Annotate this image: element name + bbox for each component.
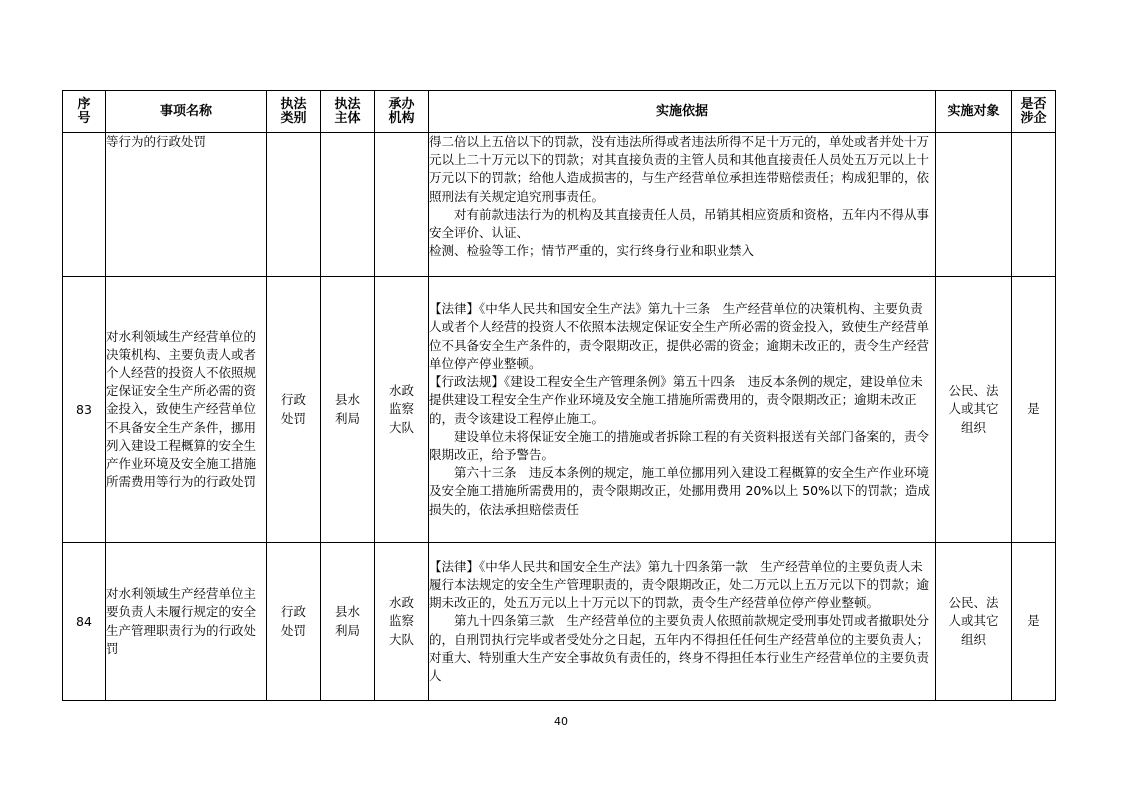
header-target: 实施对象: [936, 91, 1012, 133]
header-agency: 承办机构: [375, 91, 429, 133]
basis-cell: [429, 277, 936, 543]
table-row: [63, 133, 1056, 277]
basis-paragraph: 得二倍以上五倍以下的罚款，没有违法所得或者违法所得不足十万元的，单处或者并处十万元以上二十万元以下的罚款；对其直接负责的主管人员和其他直接责任人员处五万元以上十万元以下的罚款；给他人造成损害的，与生产经营单位承担连带赔偿责任；构成犯罪的，依照刑法有关规定追究刑事责任。: [429, 134, 930, 204]
header-enterprise: 是否涉企: [1012, 91, 1056, 133]
category-cell: [267, 133, 321, 277]
enterprise-cell: 是: [1012, 277, 1056, 543]
header-basis: 实施依据: [429, 91, 936, 133]
target-cell: [936, 133, 1012, 277]
seq-cell: 84: [63, 543, 106, 701]
item-name-cell: 对水利领域生产经营单位的决策机构、主要负责人或者个人经营的投资人不依照规定保证安全生产所必需的资金投入，致使生产经营单位不具备安全生产条件，挪用列入建设工程概算的安全生产作业环境及安全施工措施所需费用等行为的行政处罚: [106, 277, 267, 543]
basis-paragraph: 检测、检验等工作；情节严重的，实行终身行业和职业禁入: [429, 243, 755, 259]
target-cell: 公民、法人或其它组织: [936, 543, 1012, 701]
target-cell: 公民、法人或其它组织: [936, 277, 1012, 543]
basis-cell: [429, 133, 936, 277]
subject-cell: [321, 133, 375, 277]
subject-cell: 县水利局: [321, 277, 375, 543]
item-name-cell: 等行为的行政处罚: [106, 133, 267, 277]
category-cell: 行政处罚: [267, 277, 321, 543]
item-name-cell: 对水利领域生产经营单位主要负责人未履行规定的安全生产管理职责行为的行政处罚: [106, 543, 267, 701]
header-category: 执法类别: [267, 91, 321, 133]
table-row: [63, 543, 1056, 701]
agency-cell: 水政监察大队: [375, 543, 429, 701]
page-number: 40: [554, 715, 568, 728]
header-name: 事项名称: [106, 91, 267, 133]
enterprise-cell: [1012, 133, 1056, 277]
basis-paragraph: 对有前款违法行为的机构及其直接责任人员，吊销其相应资质和资格，五年内不得从事安全评价、认证、: [429, 206, 930, 241]
basis-paragraph: 第九十四条第三款 生产经营单位的主要负责人依照前款规定受刑事处罚或者撤职处分的，自刑罚执行完毕或者受处分之日起，五年内不得担任任何生产经营单位的主要负责人；对重大、特别重大生产安全事故负有责任的，终身不得担任本行业生产经营单位的主要负责人: [429, 613, 930, 683]
table-row: [63, 277, 1056, 543]
seq-cell: [63, 133, 106, 277]
basis-paragraph: 建设单位未将保证安全施工的措施或者拆除工程的有关资料报送有关部门备案的，责令限期改正，给予警告。: [429, 428, 930, 462]
enterprise-cell: 是: [1012, 543, 1056, 701]
enforcement-table: [62, 90, 1056, 701]
agency-cell: [375, 133, 429, 277]
basis-paragraph: 【行政法规】《建设工程安全生产管理条例》第五十四条 违反本条例的规定，建设单位未提供建设工程安全生产作业环境及安全施工措施所需费用的，责令限期改正；逾期未改正的，责令该建设工程停止施工。: [429, 374, 923, 426]
basis-paragraph: 【法律】《中华人民共和国安全生产法》第九十四条第一款 生产经营单位的主要负责人未履行本法规定的安全生产管理职责的，责令限期改正，处二万元以上五万元以下的罚款；逾期未改正的，处五万元以上十万元以下的罚款，责令生产经营单位停产停业整顿。: [429, 558, 930, 611]
category-cell: 行政处罚: [267, 543, 321, 701]
basis-paragraph: 【法律】《中华人民共和国安全生产法》第九十三条 生产经营单位的决策机构、主要负责人或者个人经营的投资人不依照本法规定保证安全生产所必需的资金投入，致使生产经营单位不具备安全生产条件的，责令限期改正，提供必需的资金；逾期未改正的，责令生产经营单位停产停业整顿。: [429, 301, 930, 371]
basis-cell: [429, 543, 936, 701]
seq-cell: 83: [63, 277, 106, 543]
header-row: [63, 91, 1056, 133]
header-subject: 执法主体: [321, 91, 375, 133]
header-seq: 序号: [63, 91, 106, 133]
subject-cell: 县水利局: [321, 543, 375, 701]
basis-paragraph: 第六十三条 违反本条例的规定，施工单位挪用列入建设工程概算的安全生产作业环境及安全施工措施所需费用的，责令限期改正，处挪用费用 20%以上 50%以下的罚款；造成损失的，依法承担赔偿责任: [429, 465, 931, 517]
agency-cell: 水政监察大队: [375, 277, 429, 543]
